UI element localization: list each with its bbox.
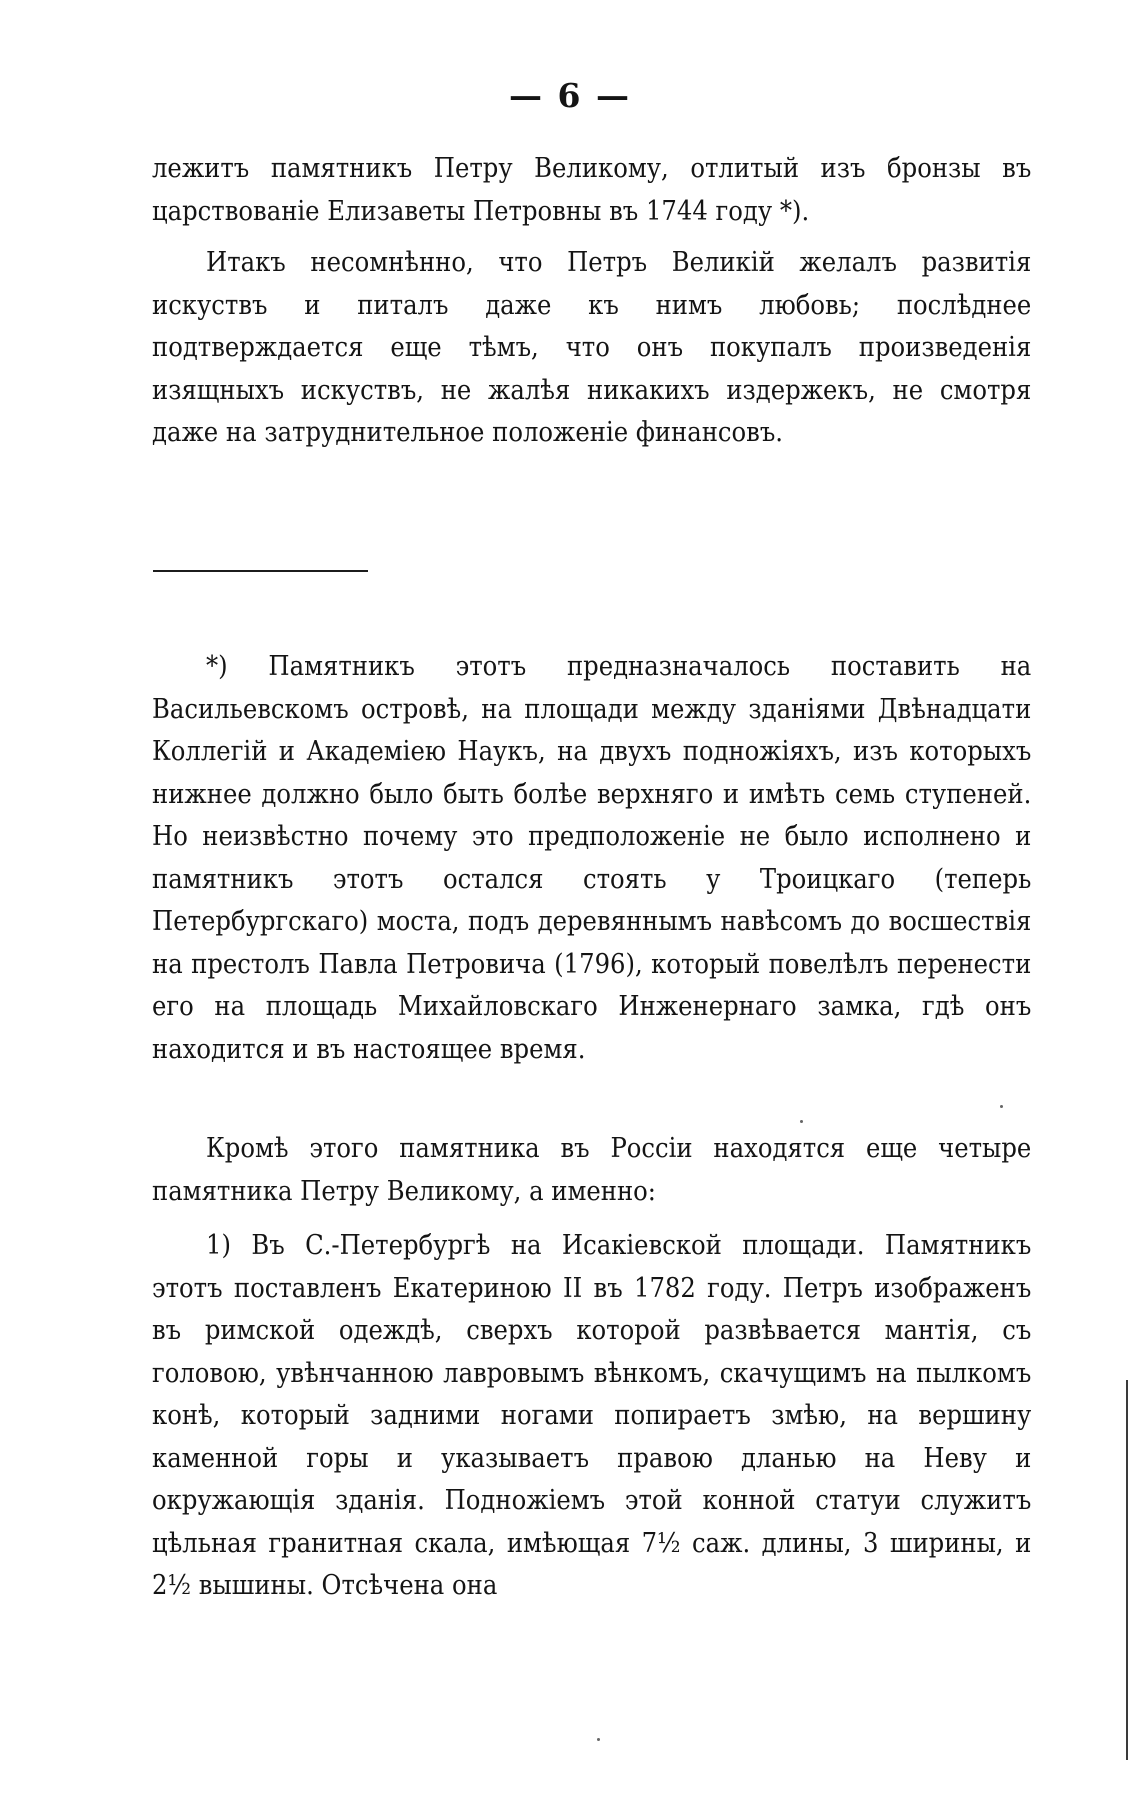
footnote-block [152,646,1032,1071]
lower-paragraph-1: Кромѣ этого памятника въ Россіи находятся еще четыре памятника Петру Великому, а именно: [152,1133,1032,1207]
print-speck [597,1738,600,1741]
main-paragraph-1: лежитъ памятникъ Петру Великому, отлитый изъ бронзы въ царствованіе Елизаветы Петровны въ 1744 году *). [152,153,1032,227]
footnote-paragraph: *) Памятникъ этотъ предназначалось поставить на Васильевскомъ островѣ, на площади между зданіями Двѣнадцати Коллегій и Академіею Наукъ, на двухъ подножіяхъ, изъ которыхъ нижнее должно было быть болѣе верхняго и имѣть семь ступеней. Но неизвѣстно почему это предположеніе не было исполнено и памятникъ этотъ остался стоять у Троицкаго (теперь Петербургскаго) моста, подъ деревяннымъ навѣсомъ до восшествія на престолъ Павла Петровича (1796), который повелѣлъ перенести его на площадь Михайловскаго Инженернаго замка, гдѣ онъ находится и въ настоящее время. [152,651,1032,1065]
main-paragraph-2: Итакъ несомнѣнно, что Петръ Великій желалъ развитія искуствъ и питалъ даже къ нимъ любовь; послѣднее подтверждается еще тѣмъ, что онъ покупалъ произведенія изящныхъ искуствъ, не жалѣя никакихъ издержекъ, не смотря даже на затруднительное положеніе финансовъ. [152,247,1032,448]
print-speck [1000,1105,1003,1108]
lower-paragraph-2: 1) Въ С.-Петербургѣ на Исакіевской площади. Памятникъ этотъ поставленъ Екатериною II въ 1782 году. Петръ изображенъ въ римской одеждѣ, сверхъ которой развѣвается мантія, съ головою, увѣнчанною лавровымъ вѣнкомъ, скачущимъ на пылкомъ конѣ, который задними ногами попираетъ змѣю, на вершину каменной горы и указываетъ правою дланью на Неву и окружающія зданія. Подножіемъ этой конной статуи служитъ цѣльная гранитная скала, имѣющая 7½ саж. длины, 3 ширины, и 2½ вышины. Отсѣчена она [152,1230,1032,1601]
page-number: — 6 — [509,76,631,115]
print-speck [800,1120,803,1123]
footnote-separator [153,570,368,572]
main-text-block [152,148,1032,455]
lower-text-block [152,1128,1032,1608]
binding-edge-line [1126,1380,1128,1760]
